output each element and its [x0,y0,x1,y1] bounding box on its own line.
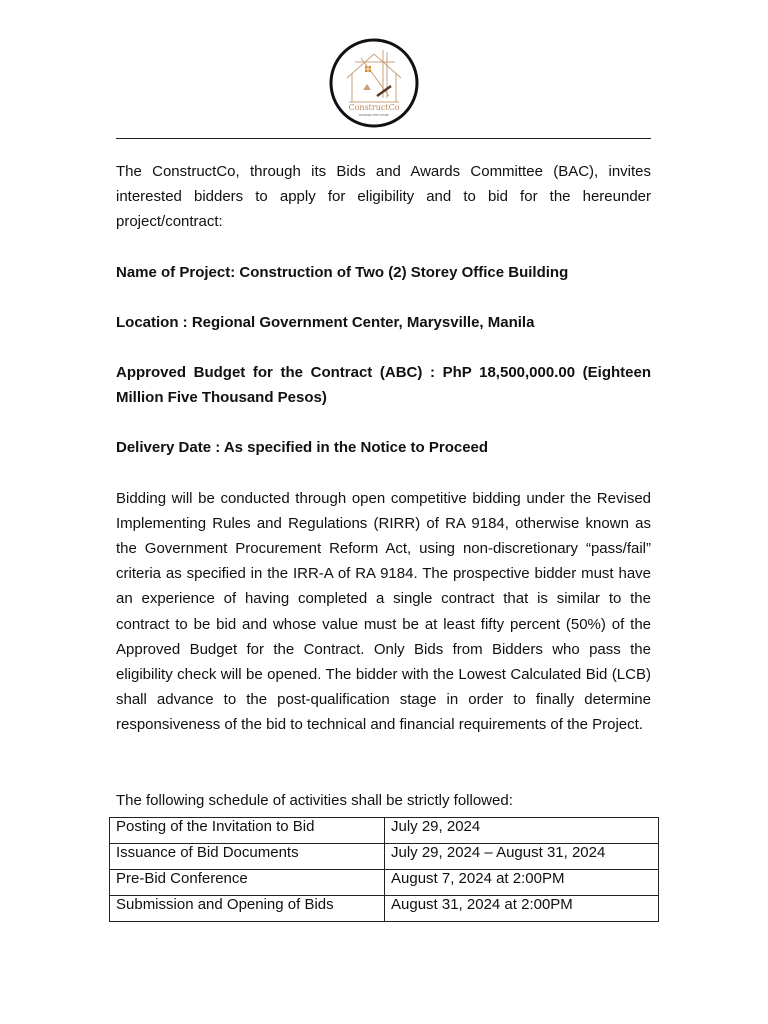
project-name: Name of Project: Construction of Two (2) Storey Office Building [116,263,569,281]
schedule-table [109,817,659,922]
schedule-activity: Issuance of Bid Documents [110,844,385,870]
project-location: Location : Regional Government Center, Marysville, Manila [116,313,535,331]
table-row [110,896,659,922]
constructco-house-logo-icon [325,38,423,128]
schedule-date: July 29, 2024 [385,818,659,844]
delivery-date: Delivery Date : As specified in the Notice to Proceed [116,439,489,457]
table-row [110,818,659,844]
schedule-date: August 31, 2024 at 2:00PM [385,896,659,922]
schedule-activity: Submission and Opening of Bids [110,896,385,922]
bidding-paragraph: Bidding will be conducted through open competitive bidding under the Revised Implementing Rules and Regulations (RIRR) of RA 9184, otherwise known as the Government Procurement Reform Act, using non-discretionary “pass/fail” criteria as specified in the IRR-A of RA 9184. The prospective bidder must have an experience of having completed a single contract that is similar to the contract to be bid and whose value must be at least fifty percent (50%) of the Approved Budget for the Contract. Only Bids from Bidders who pass the eligibility check will be opened. The bidder with the Lowest Calculated Bid (LCB) shall advance to the post-qualification stage in order to finally determine responsiveness of the bid to technical and financial requirements of the Project. [116,489,651,734]
approved-budget: Approved Budget for the Contract (ABC) : PhP 18,500,000.00 (Eighteen Million Five Thousand Pesos) [116,364,651,407]
schedule-intro: The following schedule of activities shall be strictly followed: [116,792,513,809]
schedule-activity: Pre-Bid Conference [110,870,385,896]
header-divider [116,138,651,139]
schedule-activity: Posting of the Invitation to Bid [110,818,385,844]
table-row [110,870,659,896]
schedule-date: July 29, 2024 – August 31, 2024 [385,844,659,870]
company-logo [325,38,423,128]
intro-paragraph: The ConstructCo, through its Bids and Awards Committee (BAC), invites interested bidders to apply for eligibility and to bid for the hereunder project/contract: [116,163,651,231]
logo-text: ConstructCo [348,103,400,112]
table-row [110,844,659,870]
logo-tagline: BUILDING THE FUTURE [359,114,389,117]
document-body [116,159,651,738]
schedule-date: August 7, 2024 at 2:00PM [385,870,659,896]
